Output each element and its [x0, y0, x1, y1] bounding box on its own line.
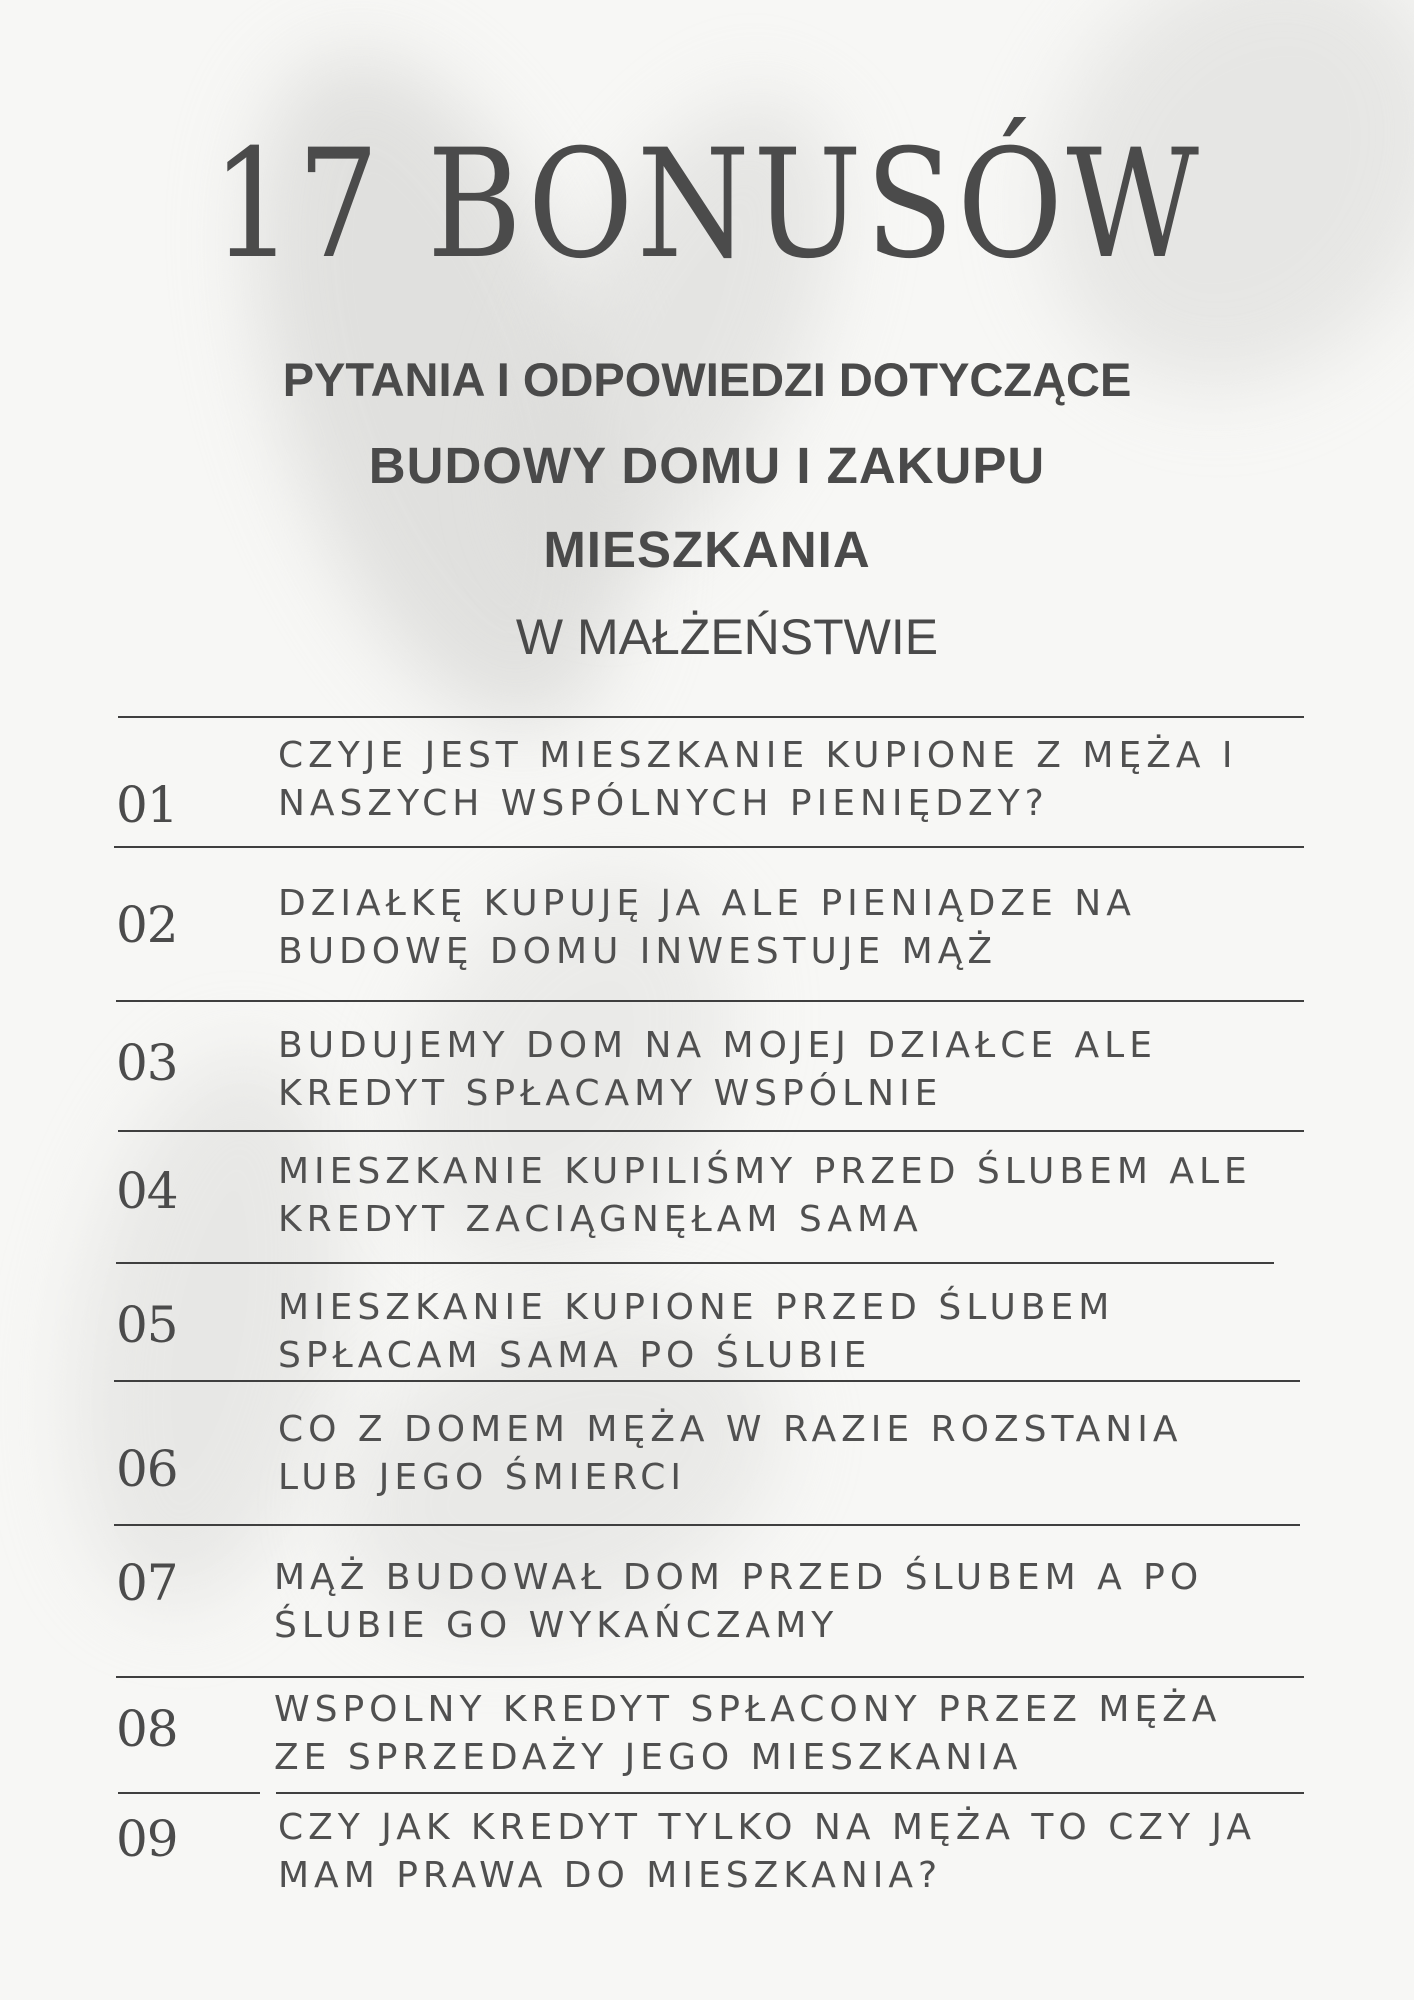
- item-question-line: DZIAŁKĘ KUPUJĘ JA ALE PIENIĄDZE NA: [278, 883, 1136, 924]
- divider: [116, 1000, 1304, 1002]
- subtitle-line-1: PYTANIA I ODPOWIEDZI DOTYCZĄCE: [282, 353, 1132, 406]
- item-question-line: CZYJE JEST MIESZKANIE KUPIONE Z MĘŻA I: [278, 735, 1238, 776]
- item-question: [278, 880, 1308, 976]
- item-question-line: MĄŻ BUDOWAŁ DOM PRZED ŚLUBEM A PO: [274, 1557, 1204, 1598]
- divider: [276, 1792, 1304, 1794]
- divider: [118, 716, 1304, 718]
- item-question-line: BUDOWĘ DOMU INWESTUJE MĄŻ: [278, 931, 998, 972]
- item-question-line: CO Z DOMEM MĘŻA W RAZIE ROZSTANIA: [278, 1409, 1183, 1450]
- subtitle-line-3: MIESZKANIA: [543, 521, 871, 578]
- divider: [114, 1380, 1300, 1382]
- item-question-line: SPŁACAM SAMA PO ŚLUBIE: [278, 1335, 872, 1376]
- item-number: 04: [116, 1162, 178, 1220]
- divider: [114, 1524, 1300, 1526]
- divider: [118, 1792, 260, 1794]
- item-number: 08: [116, 1700, 178, 1758]
- item-question-line: BUDUJEMY DOM NA MOJEJ DZIAŁCE ALE: [278, 1025, 1157, 1066]
- item-question: [278, 1804, 1308, 1900]
- item-question: [278, 1148, 1308, 1244]
- item-number: 03: [116, 1034, 178, 1092]
- item-question-line: KREDYT ZACIĄGNĘŁAM SAMA: [278, 1199, 923, 1240]
- item-question-line: ZE SPRZEDAŻY JEGO MIESZKANIA: [274, 1737, 1023, 1778]
- item-question-line: NASZYCH WSPÓLNYCH PIENIĘDZY?: [278, 783, 1049, 824]
- divider: [116, 1262, 1274, 1264]
- item-number: 09: [116, 1810, 178, 1868]
- item-question: [278, 1022, 1308, 1118]
- item-number: 07: [116, 1554, 178, 1612]
- item-question-line: CZY JAK KREDYT TYLKO NA MĘŻA TO CZY JA: [278, 1807, 1257, 1848]
- divider: [118, 1130, 1304, 1132]
- item-number: 02: [116, 896, 178, 954]
- item-question: [274, 1554, 1304, 1650]
- item-number: 05: [116, 1296, 178, 1354]
- page-title: 17 BONUSÓW: [211, 118, 1203, 292]
- subtitle-line-2: BUDOWY DOMU I ZAKUPU: [368, 437, 1046, 494]
- item-question-line: WSPOLNY KREDYT SPŁACONY PRZEZ MĘŻA: [274, 1689, 1222, 1730]
- item-question: [274, 1686, 1304, 1782]
- subtitle-line-4: W MAŁŻEŃSTWIE: [515, 609, 939, 665]
- divider: [116, 1676, 1304, 1678]
- item-question: [278, 732, 1308, 828]
- item-question: [278, 1284, 1308, 1380]
- item-question-line: LUB JEGO ŚMIERCI: [278, 1457, 687, 1498]
- item-question-line: MIESZKANIE KUPIONE PRZED ŚLUBEM: [278, 1287, 1115, 1328]
- item-number: 06: [116, 1440, 178, 1498]
- item-question-line: ŚLUBIE GO WYKAŃCZAMY: [274, 1605, 839, 1646]
- divider: [114, 846, 1304, 848]
- item-number: 01: [116, 776, 178, 834]
- item-question-line: MAM PRAWA DO MIESZKANIA?: [278, 1855, 943, 1896]
- item-question-line: KREDYT SPŁACAMY WSPÓLNIE: [278, 1073, 943, 1114]
- item-question-line: MIESZKANIE KUPILIŚMY PRZED ŚLUBEM ALE: [278, 1151, 1252, 1192]
- item-question: [278, 1406, 1308, 1502]
